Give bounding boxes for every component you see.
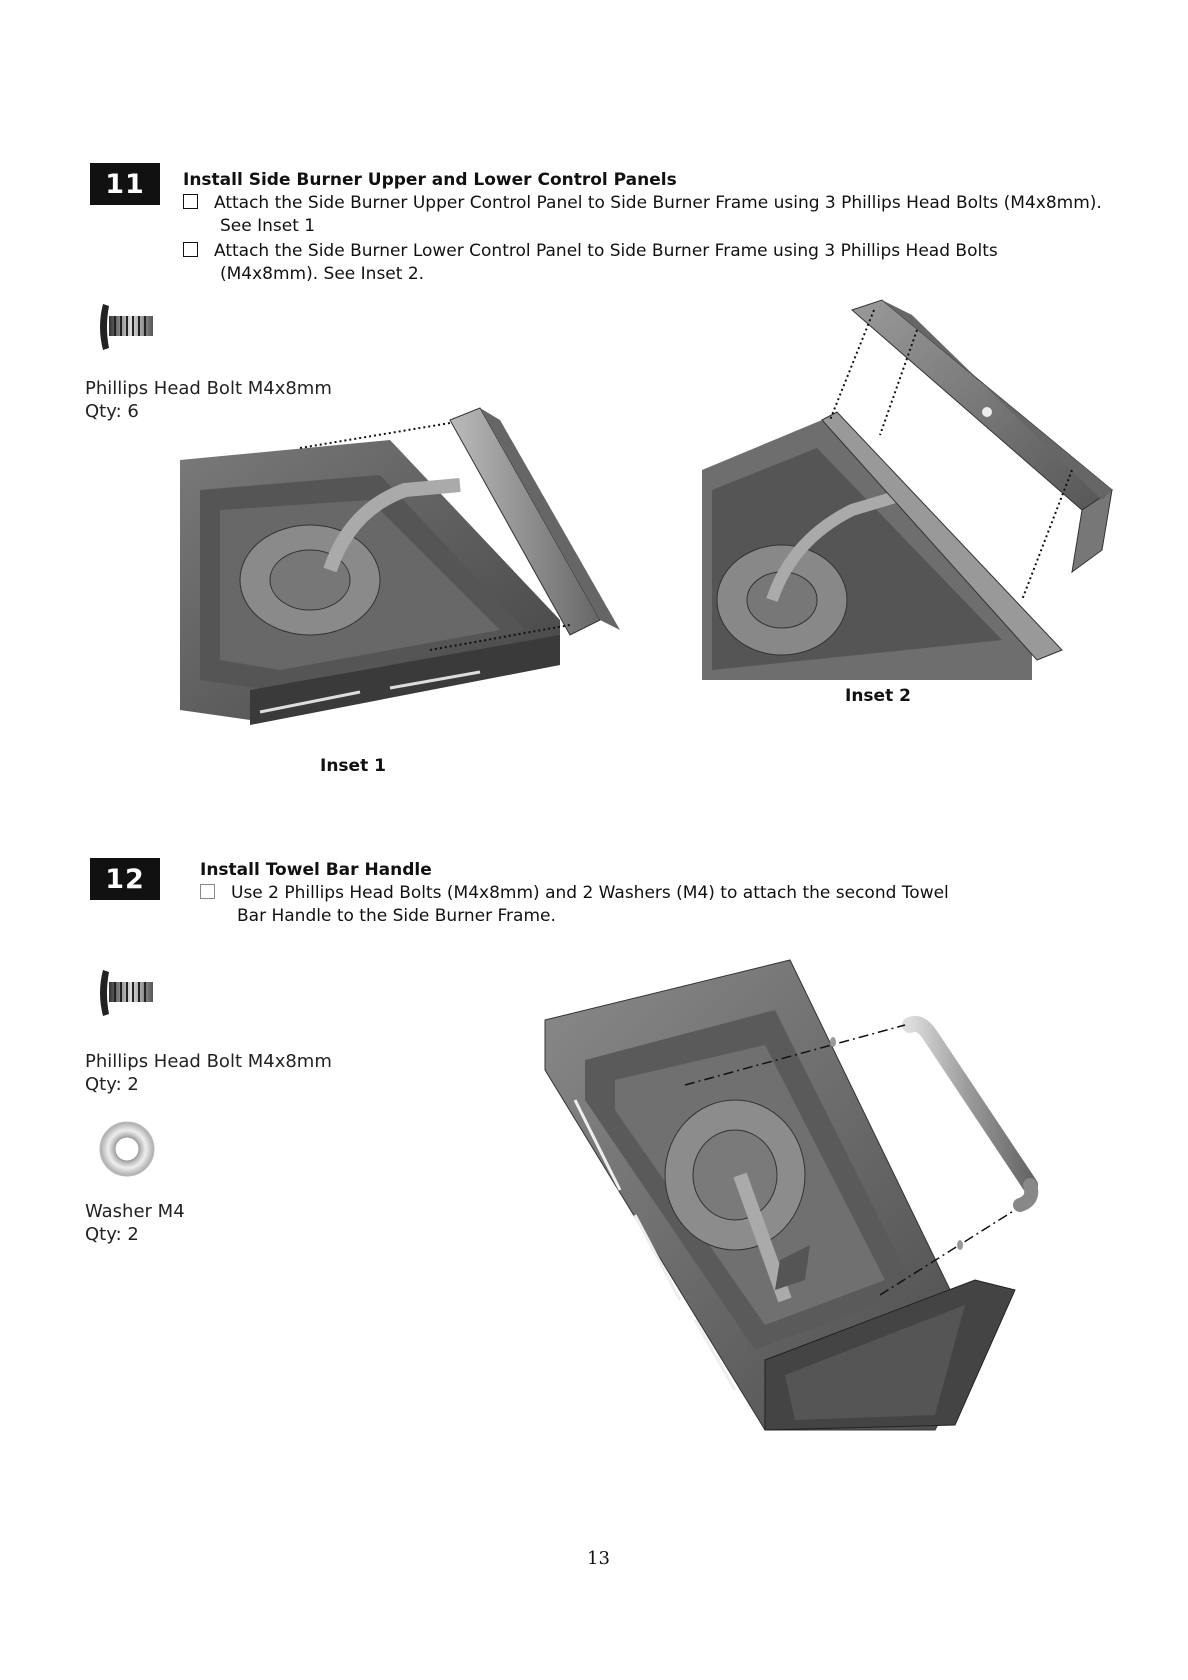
step-11-instruction-2: Attach the Side Burner Lower Control Panel to Side Burner Frame using 3 Phillips Head Bolts (M4x8mm). See Inset 2. — [183, 240, 1143, 286]
part-name: Phillips Head Bolt M4x8mm — [85, 378, 332, 399]
part-info — [85, 377, 332, 423]
checkbox[interactable] — [200, 884, 215, 899]
step-number: 12 — [105, 863, 145, 895]
inset-2-label: Inset 2 — [845, 686, 911, 706]
part-qty: Qty: 2 — [85, 1224, 139, 1245]
bolt-icon — [95, 302, 157, 352]
step-12-title: Install Towel Bar Handle — [200, 860, 432, 880]
inset-2-illustration — [702, 300, 1112, 680]
part-name: Phillips Head Bolt M4x8mm — [85, 1051, 332, 1072]
inset-1-illustration — [180, 420, 660, 740]
part-info — [85, 1200, 185, 1246]
step-number: 11 — [105, 168, 145, 200]
inset-1-label: Inset 1 — [320, 756, 386, 776]
part-qty: Qty: 6 — [85, 401, 139, 422]
step-12-instruction: Use 2 Phillips Head Bolts (M4x8mm) and 2 Washers (M4) to attach the second Towel Bar Handle to the Side Burner Frame. — [200, 882, 1100, 928]
checkbox[interactable] — [183, 194, 198, 209]
part-info — [85, 1050, 332, 1096]
towel-bar-illustration — [535, 960, 1095, 1430]
step-11-instruction-1: Attach the Side Burner Upper Control Panel to Side Burner Frame using 3 Phillips Head Bolts (M4x8mm). See Inset 1 — [183, 192, 1143, 238]
page-number: 13 — [587, 1548, 610, 1569]
part-qty: Qty: 2 — [85, 1074, 139, 1095]
step-11-title: Install Side Burner Upper and Lower Control Panels — [183, 170, 677, 190]
part-name: Washer M4 — [85, 1201, 185, 1222]
step-12-badge — [90, 858, 160, 900]
step-11-badge — [90, 163, 160, 205]
checkbox[interactable] — [183, 242, 198, 257]
washer-icon — [98, 1120, 156, 1178]
bolt-icon — [95, 968, 157, 1018]
